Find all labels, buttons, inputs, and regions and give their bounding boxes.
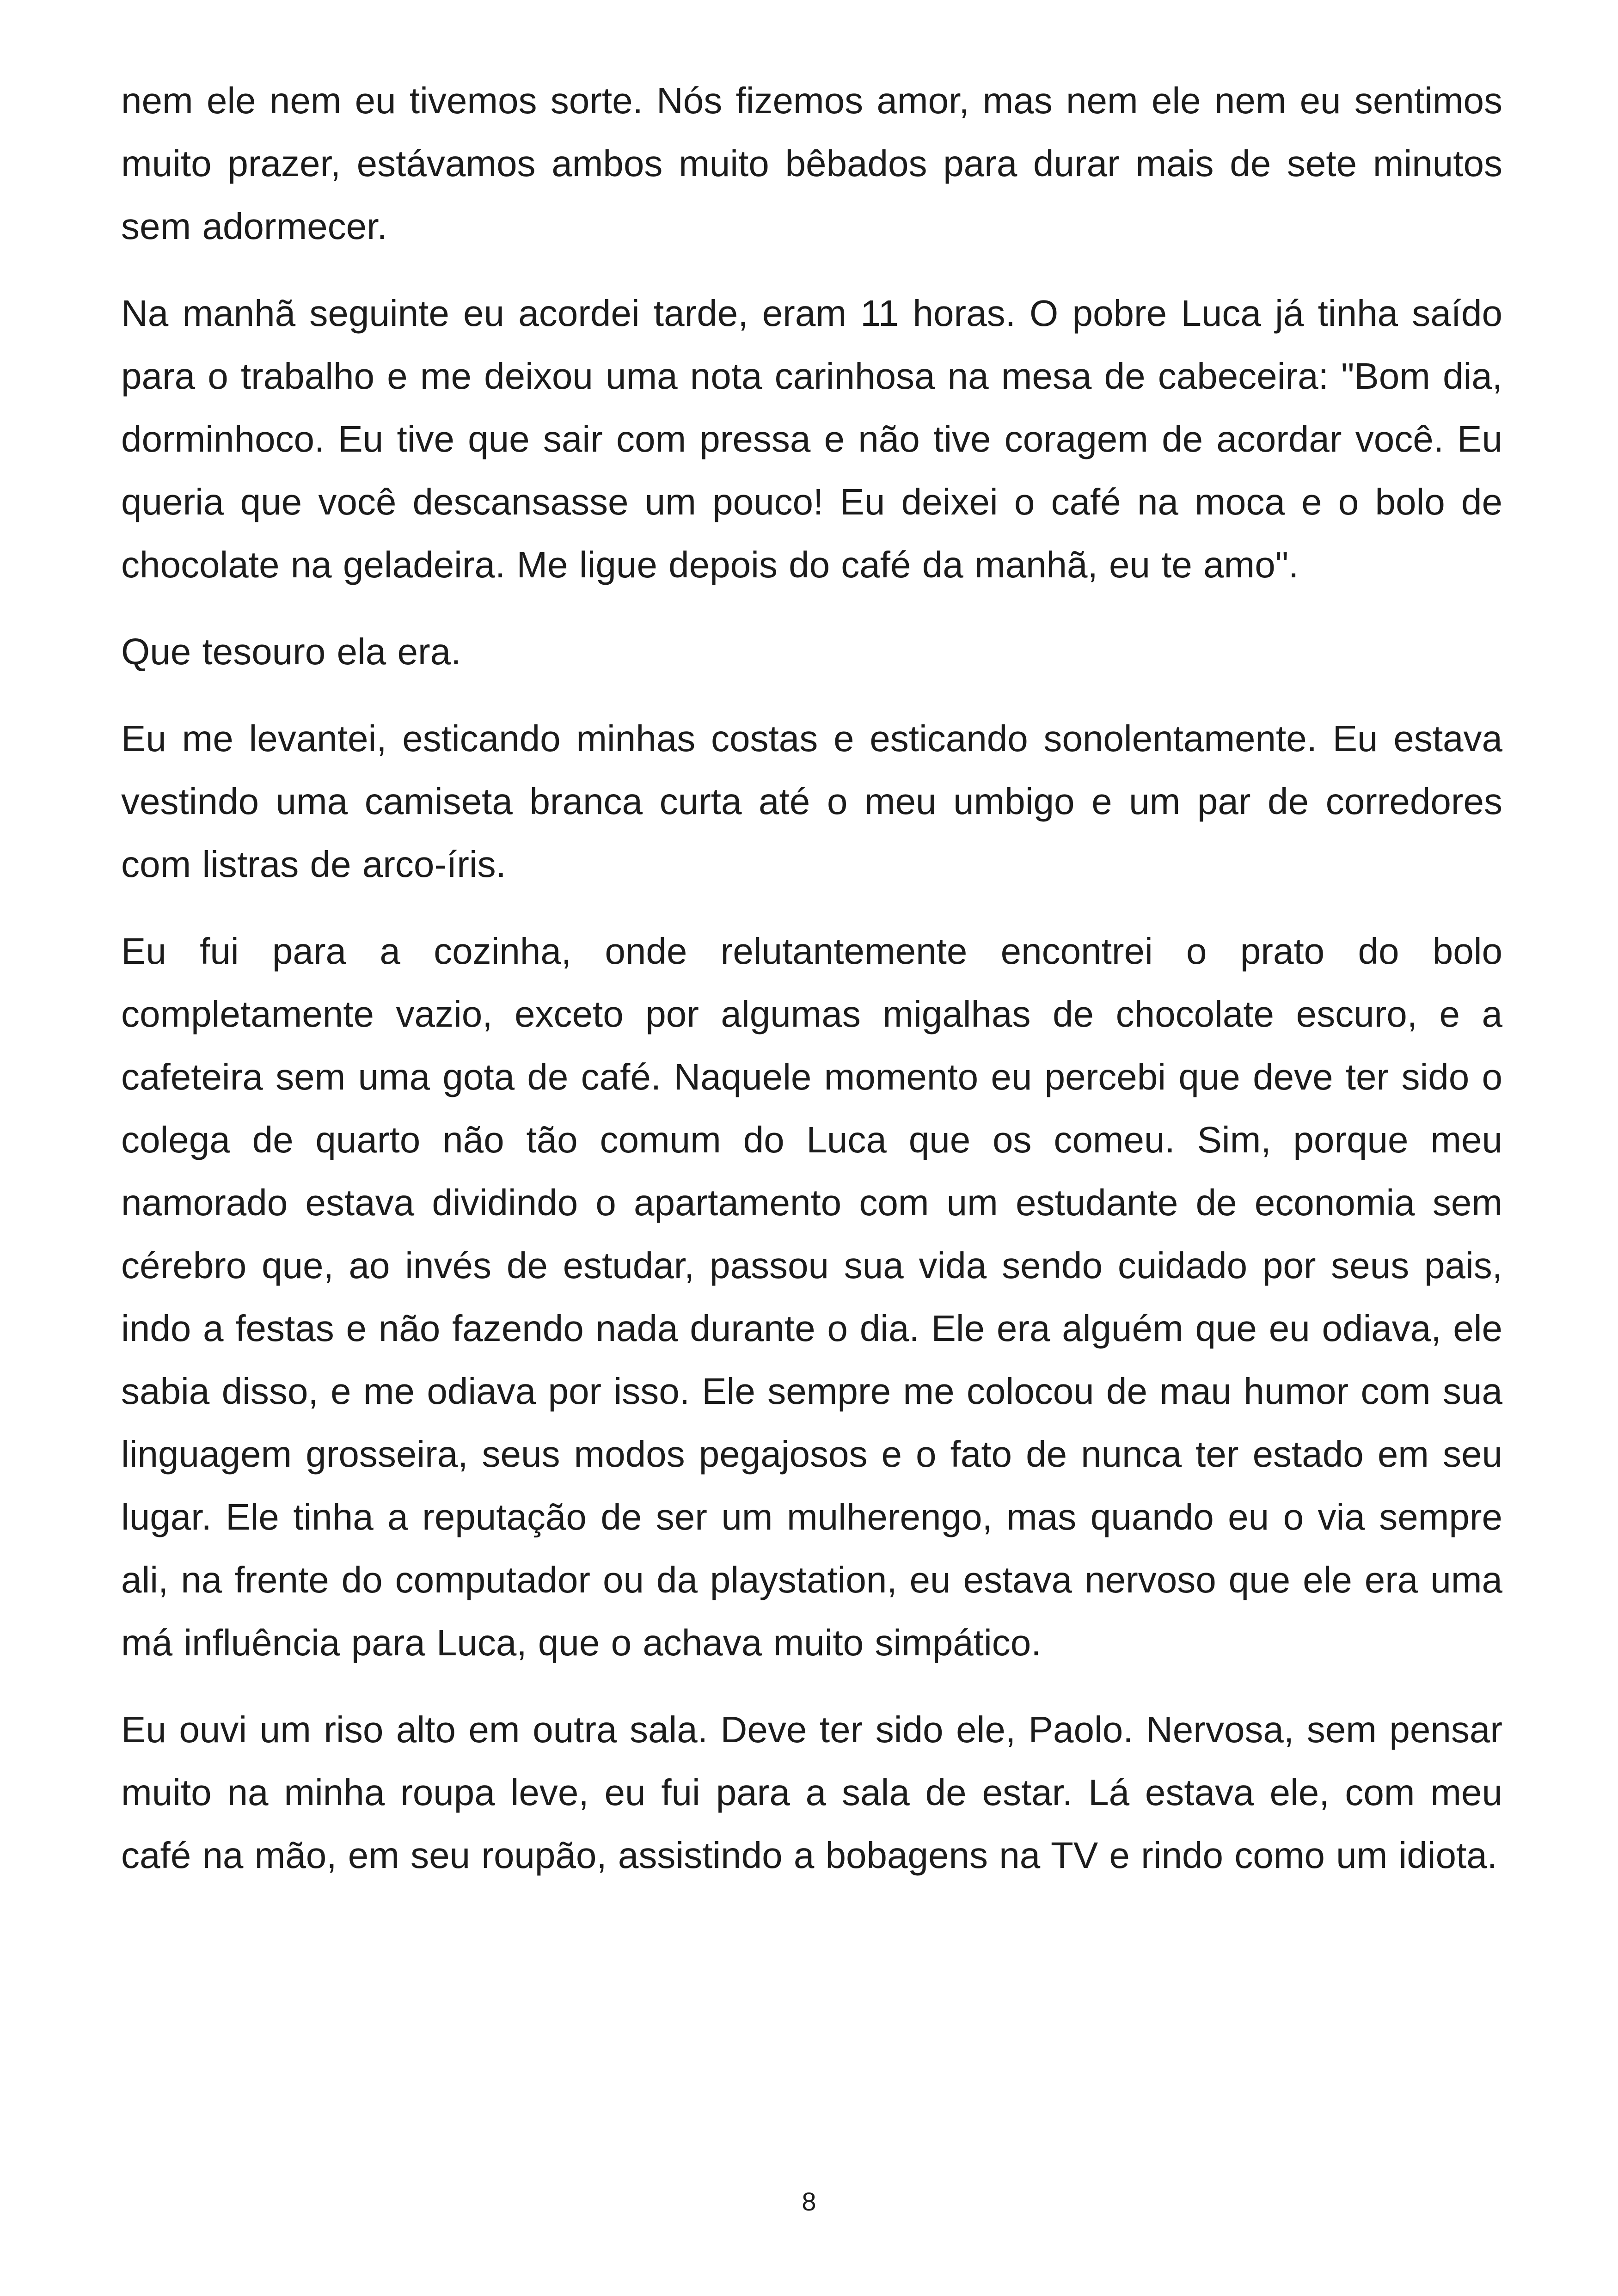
paragraph: Que tesouro ela era. bbox=[121, 631, 461, 672]
paragraph: Eu ouvi um riso alto em outra sala. Deve ter sido ele, Paolo. Nervosa, sem pensar muito na minha roupa leve, eu fui para a sala de estar. Lá estava ele, com meu café na mão, em seu roupão, assistindo a bobagens na TV e rindo como um idiota. bbox=[121, 1709, 1502, 1876]
paragraph: Na manhã seguinte eu acordei tarde, eram 11 horas. O pobre Luca já tinha saído para o trabalho e me deixou uma nota carinhosa na mesa de cabeceira: "Bom dia, dorminhoco. Eu tive que sair com pressa e não tive coragem de acordar você. Eu queria que você descansasse um pouco! Eu deixei o café na moca e o bolo de chocolate na geladeira. Me ligue depois do café da manhã, eu te amo". bbox=[121, 293, 1502, 585]
paragraph: nem ele nem eu tivemos sorte. Nós fizemos amor, mas nem ele nem eu sentimos muito prazer, estávamos ambos muito bêbados para durar mais de sete minutos sem adormecer. bbox=[121, 80, 1502, 247]
paragraph: Eu fui para a cozinha, onde relutantemente encontrei o prato do bolo completamente vazio, exceto por algumas migalhas de chocolate escuro, e a cafeteira sem uma gota de café. Naquele momento eu percebi que deve ter sido o colega de quarto não tão comum do Luca que os comeu. Sim, porque meu namorado estava dividindo o apartamento com um estudante de economia sem cérebro que, ao invés de estudar, passou sua vida sendo cuidado por seus pais, indo a festas e não fazendo nada durante o dia. Ele era alguém que eu odiava, ele sabia disso, e me odiava por isso. Ele sempre me colocou de mau humor com sua linguagem grosseira, seus modos pegajosos e o fato de nunca ter estado em seu lugar. Ele tinha a reputação de ser um mulherengo, mas quando eu o via sempre ali, na frente do computador ou da playstation, eu estava nervoso que ele era uma má influência para Luca, que o achava muito simpático. bbox=[121, 931, 1502, 1663]
body-text bbox=[121, 69, 1502, 1887]
page-number: 8 bbox=[802, 2187, 816, 2216]
paragraph: Eu me levantei, esticando minhas costas e esticando sonolentamente. Eu estava vestindo uma camiseta branca curta até o meu umbigo e um par de corredores com listras de arco-íris. bbox=[121, 718, 1502, 885]
